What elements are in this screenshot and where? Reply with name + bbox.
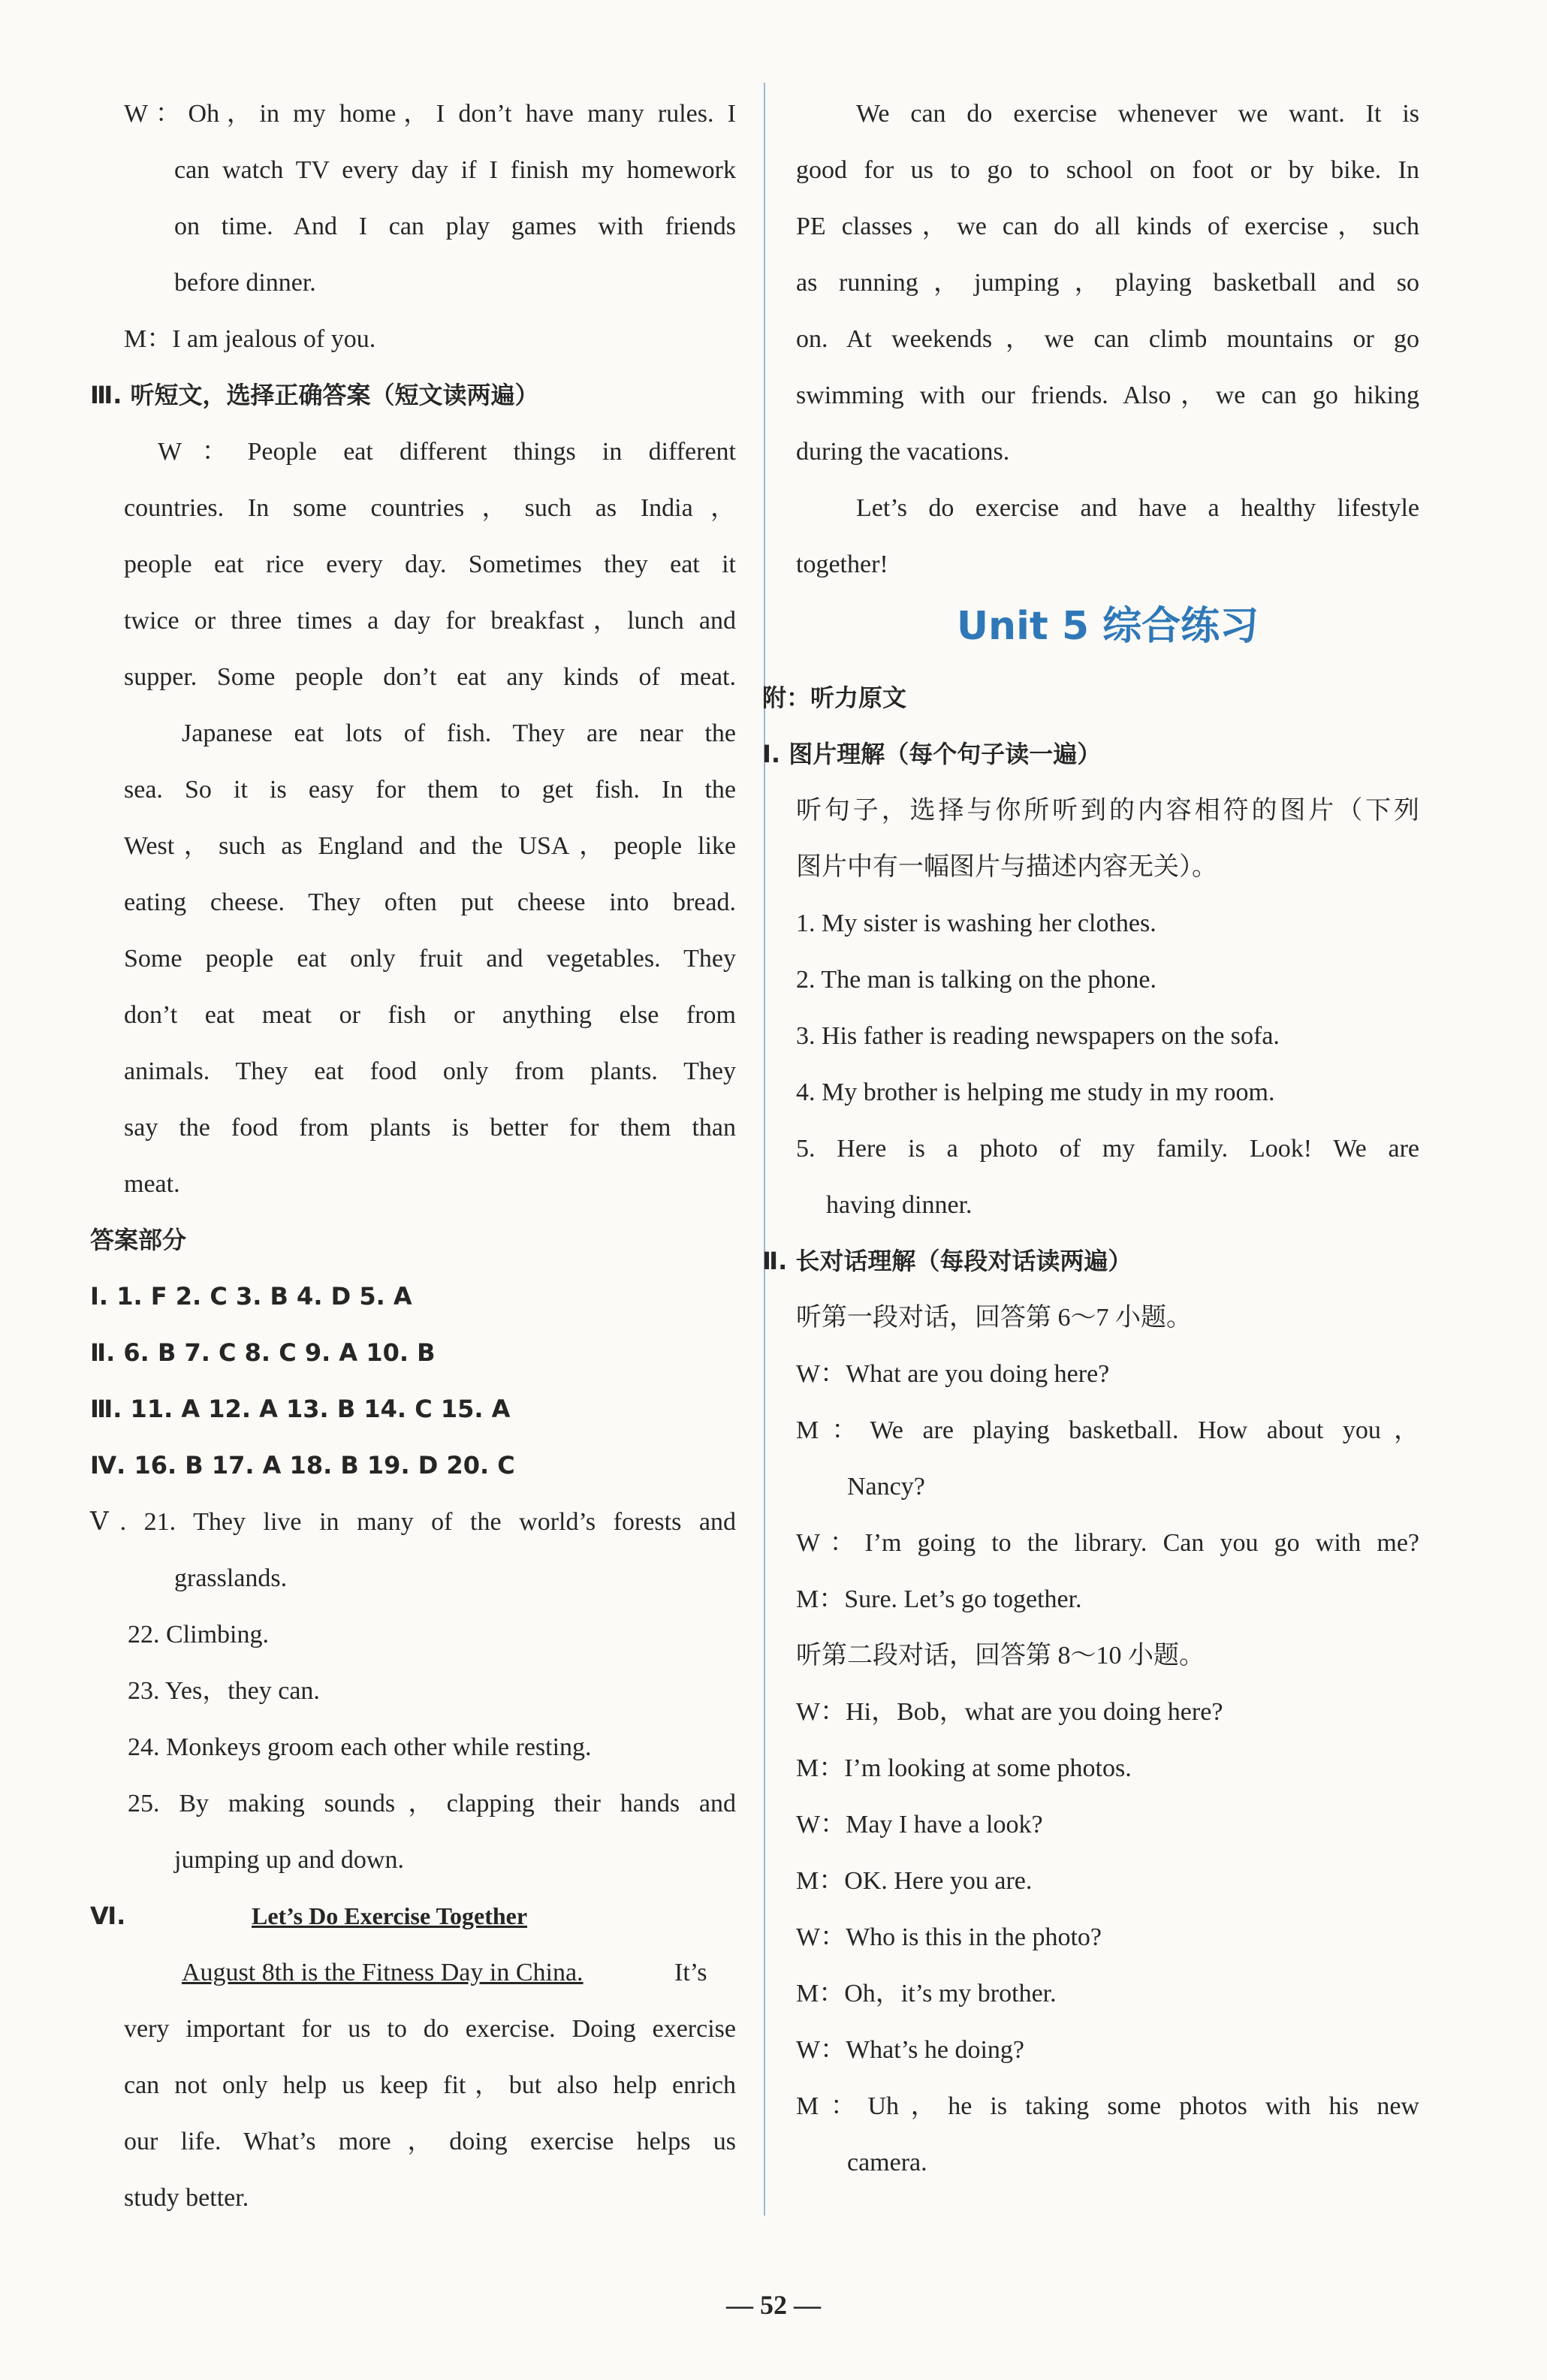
dialogue-line: M：Oh，it’s my brother.	[796, 1980, 1057, 2007]
passage-line: supper. Some people don’t eat any kinds of meat.	[124, 663, 736, 691]
passage-line: countries. In some countries，such as India，	[124, 494, 736, 522]
dialogue-line: M：OK. Here you are.	[796, 1867, 1033, 1895]
instruction-line: 图片中有一幅图片与描述内容无关）。	[796, 853, 1217, 881]
dialogue-line: on time. And I can play games with friends	[174, 213, 736, 240]
dialogue-line: M：I’m looking at some photos.	[796, 1754, 1132, 1782]
passage-line: West，such as England and the USA，people like	[124, 832, 736, 860]
answer-line: Ⅳ. 16. B 17. A 18. B 19. D 20. C	[90, 1451, 515, 1480]
essay-line: Let’s do exercise and have a healthy lifestyle	[856, 494, 1419, 522]
dialogue-line: camera.	[847, 2149, 927, 2176]
instruction-line: 听第二段对话，回答第 8～10 小题。	[796, 1642, 1205, 1670]
dialogue-line: W：Oh，in my home，I don’t have many rules. I	[124, 100, 736, 128]
passage-line: Some people eat only fruit and vegetables. They	[124, 945, 736, 973]
page-number: — 52 —	[726, 2290, 821, 2320]
essay-line: PE classes，we can do all kinds of exercise，such	[796, 213, 1419, 240]
essay-line-end: It’s	[674, 1959, 707, 1986]
section-number-6: Ⅵ.	[90, 1902, 126, 1930]
passage-line: twice or three times a day for breakfast，lunch and	[124, 607, 736, 635]
essay-line: on. At weekends，we can climb mountains or go	[796, 325, 1419, 353]
answer-line: jumping up and down.	[174, 1846, 404, 1874]
passage-line: say the food from plants is better for them than	[124, 1114, 736, 1142]
dialogue-line: W：What’s he doing?	[796, 2036, 1025, 2064]
essay-line: during the vacations.	[796, 438, 1010, 466]
answer-line: Ⅲ. 11. A 12. A 13. B 14. C 15. A	[90, 1395, 511, 1423]
essay-line: together!	[796, 551, 888, 578]
answer-line: Ⅴ. 21. They live in many of the world’s forests and	[90, 1508, 736, 1536]
dialogue-line: before dinner.	[174, 269, 316, 297]
section-heading-3: Ⅲ. 听短文，选择正确答案（短文读两遍）	[90, 381, 539, 409]
dialogue-line: M：I am jealous of you.	[124, 325, 376, 353]
dialogue-line: Nancy?	[847, 1473, 925, 1501]
dialogue-line: W：What are you doing here?	[796, 1360, 1110, 1388]
instruction-line: 听第一段对话，回答第 6～7 小题。	[796, 1304, 1192, 1332]
passage-line: sea. So it is easy for them to get fish. In the	[124, 776, 736, 804]
sentence-item: 1. My sister is washing her clothes.	[796, 909, 1156, 937]
answer-line: Ⅱ. 6. B 7. C 8. C 9. A 10. B	[90, 1338, 436, 1367]
appendix-heading: 附：听力原文	[762, 683, 907, 712]
essay-line: can not only help us keep fit，but also help enrich	[124, 2071, 736, 2099]
dialogue-line: W：May I have a look?	[796, 1811, 1043, 1839]
answer-line: 22. Climbing.	[128, 1621, 269, 1649]
answer-line: grasslands.	[174, 1564, 288, 1592]
essay-line: study better.	[124, 2184, 249, 2212]
passage-line: Japanese eat lots of fish. They are near the	[182, 719, 736, 747]
essay-line: We can do exercise whenever we want. It is	[856, 100, 1419, 128]
sentence-item: having dinner.	[826, 1191, 973, 1219]
dialogue-line: can watch TV every day if I finish my homework	[174, 156, 736, 184]
dialogue-line: W：Hi，Bob，what are you doing here?	[796, 1698, 1223, 1726]
sentence-item: 4. My brother is helping me study in my room.	[796, 1078, 1275, 1106]
passage-line: don’t eat meat or fish or anything else from	[124, 1001, 736, 1029]
sentence-item: 3. His father is reading newspapers on the sofa.	[796, 1022, 1280, 1050]
essay-line: very important for us to do exercise. Doing exercise	[124, 2015, 736, 2043]
essay-line: good for us to go to school on foot or by bike. In	[796, 156, 1419, 184]
passage-line: people eat rice every day. Sometimes they eat it	[124, 551, 736, 578]
sentence-item: 5. Here is a photo of my family. Look! We are	[796, 1135, 1419, 1163]
passage-line: meat.	[124, 1170, 180, 1198]
answer-line: 24. Monkeys groom each other while resting.	[128, 1733, 592, 1761]
passage-line: eating cheese. They often put cheese into bread.	[124, 888, 736, 916]
essay-line: swimming with our friends. Also，we can go hiking	[796, 382, 1419, 409]
answer-line: 23. Yes，they can.	[128, 1677, 320, 1705]
dialogue-line: M：We are playing basketball. How about you，	[796, 1416, 1419, 1444]
passage-line: animals. They eat food only from plants. They	[124, 1057, 736, 1085]
dialogue-line: W：I’m going to the library. Can you go with me?	[796, 1529, 1419, 1557]
dialogue-line: M：Sure. Let’s go together.	[796, 1585, 1082, 1613]
essay-line: our life. What’s more，doing exercise helps us	[124, 2128, 736, 2155]
sentence-item: 2. The man is talking on the phone.	[796, 966, 1157, 994]
answer-line: 25. By making sounds，clapping their hands and	[128, 1790, 736, 1817]
unit-5-title: Unit 5 综合练习	[956, 604, 1259, 649]
essay-line-underlined: August 8th is the Fitness Day in China.	[182, 1959, 584, 1986]
instruction-line: 听句子，选择与你所听到的内容相符的图片（下列	[796, 797, 1419, 825]
passage-line: W：People eat different things in different	[158, 438, 736, 466]
answer-line: Ⅰ. 1. F 2. C 3. B 4. D 5. A	[90, 1282, 412, 1311]
dialogue-line: M：Uh，he is taking some photos with his new	[796, 2092, 1419, 2120]
column-divider	[764, 83, 765, 2216]
answer-section-heading: 答案部分	[90, 1226, 187, 1254]
essay-line: as running，jumping，playing basketball and so	[796, 269, 1419, 297]
section-heading-1: Ⅰ. 图片理解（每个句子读一遍）	[762, 740, 1102, 768]
section-heading-2: Ⅱ. 长对话理解（每段对话读两遍）	[762, 1247, 1132, 1275]
dialogue-line: W：Who is this in the photo?	[796, 1923, 1102, 1951]
essay-title: Let’s Do Exercise Together	[252, 1902, 528, 1929]
